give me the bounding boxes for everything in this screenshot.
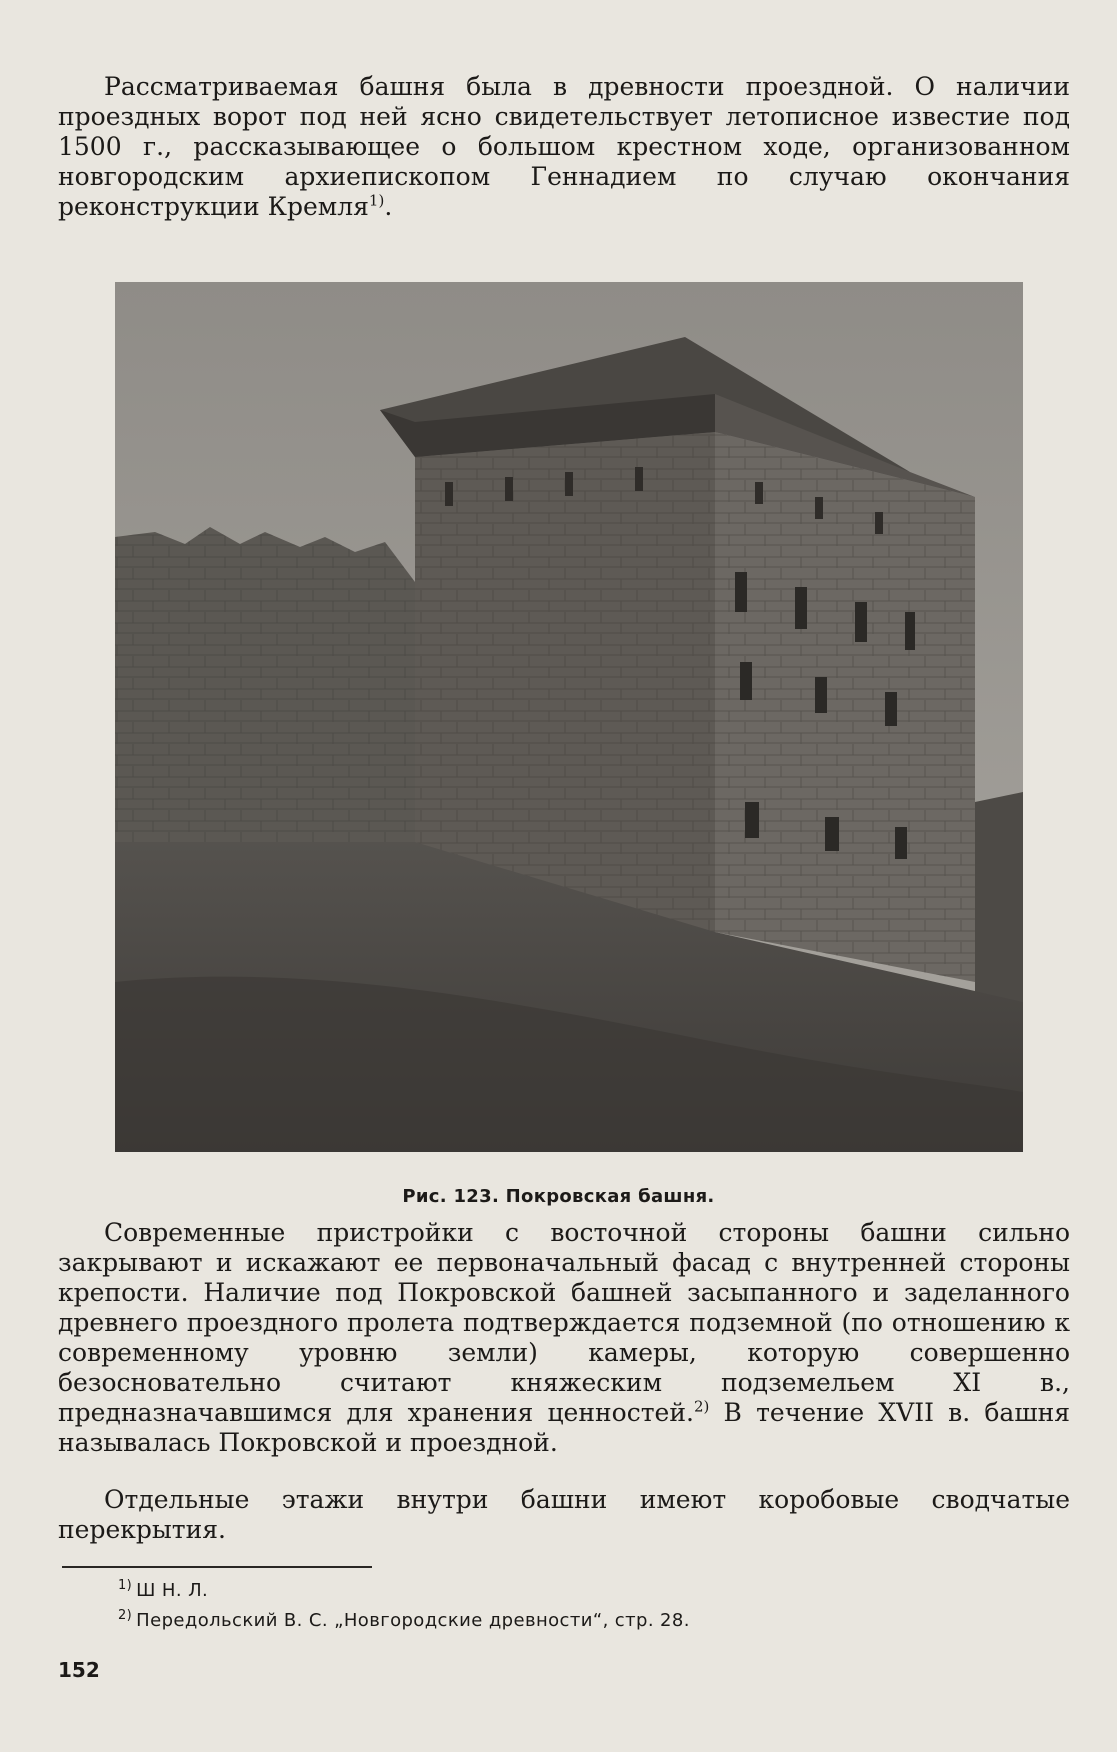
footnote-1	[118, 1580, 208, 1601]
footnote-1-number: 1)	[118, 1578, 133, 1593]
footnote-2-number: 2)	[118, 1608, 133, 1623]
paragraph-2	[58, 1218, 1070, 1458]
paragraph-3: Отдельные этажи внутри башни имеют коробовые сводчатые перекрытия.	[58, 1485, 1070, 1544]
paragraph-1-text: Рассматриваемая башня была в древности проездной. О наличии проездных ворот под ней ясно свидетельствует летописное известие под 1500 г., рассказывающее о большом крестном ходе, организованном новгородским архиепископом Геннадием по случаю окончания реконструкции Кремля	[58, 72, 1070, 221]
figure-caption: Рис. 123. Покровская башня.	[402, 1186, 715, 1207]
footnote-ref-2: 2)	[693, 1397, 710, 1416]
footnote-1-text: Ш Н. Л.	[136, 1580, 209, 1601]
footnote-divider	[62, 1566, 372, 1568]
footnote-ref-1: 1)	[368, 191, 385, 210]
paragraph-1	[58, 72, 1070, 222]
tower-photograph	[115, 282, 1023, 1152]
paragraph-1-end: .	[384, 192, 393, 221]
page-number: 152	[58, 1658, 100, 1682]
paragraph-2-text: Современные пристройки с восточной стороны башни сильно закрывают и искажают ее первоначальный фасад с внутренней стороны крепости. Наличие под Покровской башней засыпанного и заделанного древнего проездного пролета подтверждается подземной (по отношению к современному уровню земли) камеры, которую совершенно безосновательно считают княжеским подземельем XI в., предназначавшимся для хранения ценностей.	[58, 1218, 1070, 1427]
footnote-2-text: Передольский В. С. „Новгородские древности“, стр. 28.	[136, 1610, 690, 1631]
paragraph-2-end: В течение XVII в. башня называлась Покровской и проездной.	[58, 1398, 1071, 1457]
footnote-2	[118, 1610, 690, 1631]
